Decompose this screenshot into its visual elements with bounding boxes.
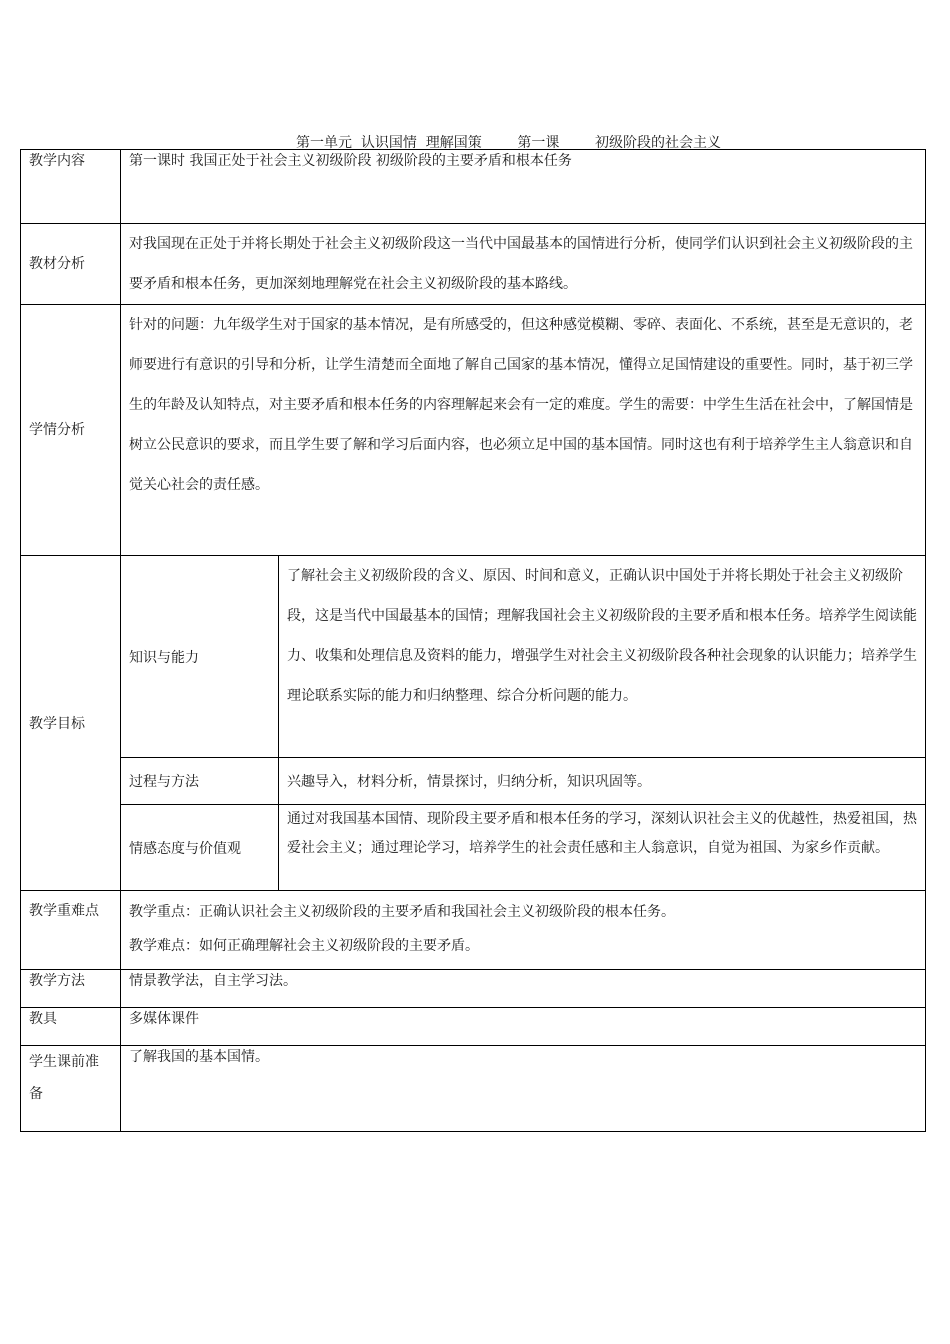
attitude-values-text: 通过对我国基本国情、现阶段主要矛盾和根本任务的学习，深刻认识社会主义的优越性，热爱祖国，热爱社会主义；通过理论学习，培养学生的社会责任感和主人翁意识，自觉为祖国、为家乡作贡献。 <box>279 805 926 891</box>
student-preparation-text: 了解我国的基本国情。 <box>121 1046 926 1132</box>
lesson-plan-table <box>20 149 926 1132</box>
label-teaching-tools: 教具 <box>21 1008 121 1046</box>
label-process-method: 过程与方法 <box>121 758 279 805</box>
key-difficult-points-cell <box>121 891 926 970</box>
process-method-text: 兴趣导入，材料分析，情景探讨，归纳分析，知识巩固等。 <box>279 758 926 805</box>
teaching-content-text: 第一课时 我国正处于社会主义初级阶段 初级阶段的主要矛盾和根本任务 <box>121 150 926 224</box>
page-heading: 第一单元 认识国情 理解国策 第一课 初级阶段的社会主义 <box>296 135 722 151</box>
row-key-difficult-points <box>21 891 926 970</box>
row-teaching-tools <box>21 1008 926 1046</box>
teaching-tools-text: 多媒体课件 <box>121 1008 926 1046</box>
row-student-analysis <box>21 305 926 556</box>
row-teaching-method <box>21 970 926 1008</box>
row-student-preparation <box>21 1046 926 1132</box>
label-student-analysis: 学情分析 <box>21 305 121 556</box>
student-analysis-text: 针对的问题：九年级学生对于国家的基本情况，是有所感受的，但这种感觉模糊、零碎、表面化、不系统，甚至是无意识的，老师要进行有意识的引导和分析，让学生清楚而全面地了解自己国家的基本情况，懂得立足国情建设的重要性。同时，基于初三学生的年龄及认知特点，对主要矛盾和根本任务的内容理解起来会有一定的难度。学生的需要：中学生生活在社会中，了解国情是树立公民意识的要求，而且学生要了解和学习后面内容，也必须立足中国的基本国情。同时这也有利于培养学生主人翁意识和自觉关心社会的责任感。 <box>121 305 926 556</box>
teaching-method-text: 情景教学法，自主学习法。 <box>121 970 926 1008</box>
knowledge-ability-text: 了解社会主义初级阶段的含义、原因、时间和意义，正确认识中国处于并将长期处于社会主义初级阶段，这是当代中国最基本的国情；理解我国社会主义初级阶段的主要矛盾和根本任务。培养学生阅读能力、收集和处理信息及资料的能力，增强学生对社会主义初级阶段各种社会现象的认识能力；培养学生理论联系实际的能力和归纳整理、综合分析问题的能力。 <box>279 556 926 758</box>
key-point-text: 教学重点：正确认识社会主义初级阶段的主要矛盾和我国社会主义初级阶段的根本任务。 <box>129 904 675 920</box>
label-material-analysis: 教材分析 <box>21 224 121 305</box>
label-knowledge-ability: 知识与能力 <box>121 556 279 758</box>
row-attitude-values <box>21 805 926 891</box>
row-teaching-content <box>21 150 926 224</box>
label-teaching-goals: 教学目标 <box>21 556 121 891</box>
material-analysis-text: 对我国现在正处于并将长期处于社会主义初级阶段这一当代中国最基本的国情进行分析，使同学们认识到社会主义初级阶段的主要矛盾和根本任务，更加深刻地理解党在社会主义初级阶段的基本路线。 <box>121 224 926 305</box>
label-student-preparation: 学生课前准备 <box>21 1046 121 1132</box>
label-attitude-values: 情感态度与价值观 <box>121 805 279 891</box>
row-knowledge-ability <box>21 556 926 758</box>
label-teaching-method: 教学方法 <box>21 970 121 1008</box>
label-teaching-content: 教学内容 <box>21 150 121 224</box>
row-process-method <box>21 758 926 805</box>
difficult-point-text: 教学难点：如何正确理解社会主义初级阶段的主要矛盾。 <box>129 938 479 954</box>
label-key-difficult-points: 教学重难点 <box>21 891 121 970</box>
row-material-analysis <box>21 224 926 305</box>
